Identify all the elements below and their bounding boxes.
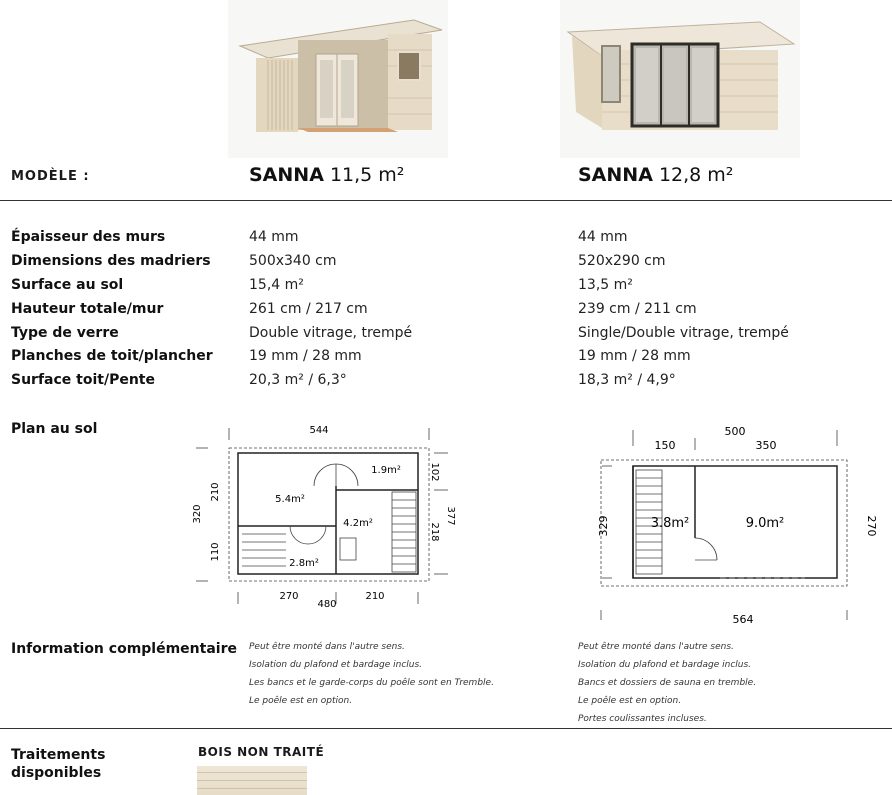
- note-line: Le poêle est en option.: [249, 696, 353, 706]
- dim-right-total: 377: [445, 506, 456, 526]
- dim-top-left: 150: [654, 439, 676, 452]
- floorplan-label: Plan au sol: [11, 421, 98, 437]
- spec-value-1: 15,4 m²: [249, 277, 304, 293]
- spec-label: Hauteur totale/mur: [11, 301, 164, 317]
- dim-bottom: 564: [732, 613, 754, 626]
- floorplan-1: [186, 420, 466, 616]
- spec-value-1: 19 mm / 28 mm: [249, 348, 362, 364]
- spec-value-2: 239 cm / 211 cm: [578, 301, 697, 317]
- spec-value-2: 18,3 m² / 4,9°: [578, 372, 676, 388]
- note-line: Bancs et dossiers de sauna en tremble.: [578, 678, 757, 688]
- dim-top-right: 350: [755, 439, 777, 452]
- note-line: Portes coulissantes incluses.: [578, 714, 707, 724]
- room-area: 9.0m²: [745, 516, 785, 531]
- model-name-1: SANNA: [249, 164, 324, 186]
- dim-left-lower: 110: [210, 542, 221, 562]
- dim-bottom-left: 270: [279, 591, 299, 602]
- spec-value-1: 20,3 m² / 6,3°: [249, 372, 347, 388]
- note-line: Peut être monté dans l'autre sens.: [249, 642, 405, 652]
- spec-label: Surface toit/Pente: [11, 372, 155, 388]
- floorplan-2: [590, 420, 890, 630]
- dim-left: 329: [597, 515, 610, 537]
- dim-left-total: 320: [192, 504, 203, 524]
- note-line: Le poêle est en option.: [578, 696, 682, 706]
- room-area: 4.2m²: [343, 518, 373, 529]
- spec-label: Dimensions des madriers: [11, 253, 211, 269]
- model-title-1: [249, 164, 404, 186]
- model-label: MODÈLE :: [11, 169, 90, 184]
- treatment-option-label: BOIS NON TRAITÉ: [198, 745, 325, 759]
- spec-value-2: 44 mm: [578, 229, 628, 245]
- note-line: Les bancs et le garde-corps du poêle sont en Tremble.: [249, 678, 494, 688]
- note-line: Isolation du plafond et bardage inclus.: [249, 660, 423, 670]
- dim-top: 544: [309, 425, 329, 436]
- dim-top-total: 500: [724, 425, 746, 438]
- treatments-label: [11, 746, 105, 782]
- dim-right-upper: 102: [429, 462, 440, 482]
- treatments-label-line1: Traitements: [11, 747, 106, 763]
- room-area: 3.8m²: [650, 516, 690, 531]
- dim-left-upper: 210: [210, 482, 221, 502]
- spec-value-2: Single/Double vitrage, trempé: [578, 325, 789, 341]
- room-area: 5.4m²: [275, 494, 305, 505]
- divider-bottom: [0, 728, 892, 729]
- model-title-2: [578, 164, 733, 186]
- spec-label: Planches de toit/plancher: [11, 348, 213, 364]
- divider-top: [0, 200, 892, 201]
- dim-bottom-total: 480: [317, 599, 337, 610]
- spec-label: Épaisseur des murs: [11, 229, 166, 245]
- dim-right-lower: 218: [429, 522, 440, 542]
- note-line: Isolation du plafond et bardage inclus.: [578, 660, 752, 670]
- sanna-11-image: [228, 0, 448, 158]
- spec-value-1: 500x340 cm: [249, 253, 337, 269]
- wood-swatch: [197, 766, 307, 795]
- spec-value-1: 44 mm: [249, 229, 299, 245]
- treatments-label-line2: disponibles: [11, 765, 102, 781]
- spec-value-1: 261 cm / 217 cm: [249, 301, 368, 317]
- room-area: 1.9m²: [371, 465, 401, 476]
- model-name-2: SANNA: [578, 164, 653, 186]
- room-area: 2.8m²: [289, 558, 319, 569]
- spec-value-2: 520x290 cm: [578, 253, 666, 269]
- model-size-2: 12,8 m²: [658, 164, 734, 186]
- sanna-12-image: [560, 0, 800, 158]
- info-label: Information complémentaire: [11, 641, 237, 657]
- spec-value-2: 13,5 m²: [578, 277, 633, 293]
- spec-value-2: 19 mm / 28 mm: [578, 348, 691, 364]
- note-line: Peut être monté dans l'autre sens.: [578, 642, 734, 652]
- spec-label: Type de verre: [11, 325, 119, 341]
- dim-right: 270: [865, 515, 878, 537]
- dim-bottom-right: 210: [365, 591, 385, 602]
- spec-value-1: Double vitrage, trempé: [249, 325, 413, 341]
- spec-label: Surface au sol: [11, 277, 124, 293]
- model-size-1: 11,5 m²: [329, 164, 405, 186]
